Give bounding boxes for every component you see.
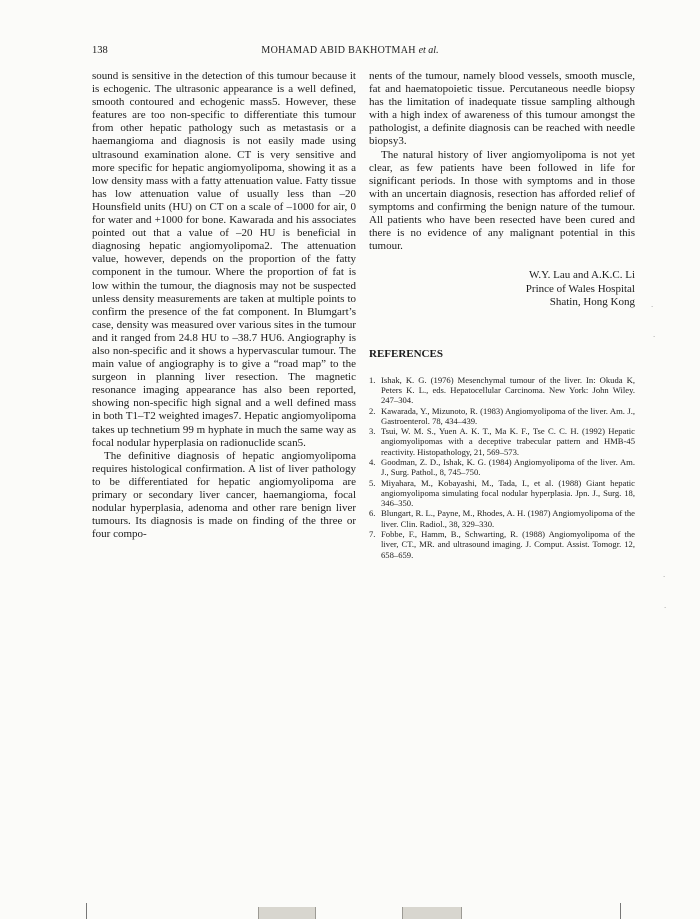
reference-item <box>369 478 635 509</box>
signature-block <box>369 269 635 309</box>
reference-number: 6. <box>369 508 376 519</box>
left-paragraph-2: The definitive diagnosis of hepatic angiomyolipoma requires histological confirmation. A list of liver pathology to be differentiated for hepatic angiomyolipoma are primary or secondary liver cancer, haemangioma, focal nodular hyperplasia, adenoma and other rare benign liver tumours. Its diagnosis is made on finding of the three or four compo- <box>92 449 356 541</box>
reference-item <box>369 375 635 406</box>
references-list <box>369 375 635 560</box>
scan-artifact-mark <box>86 903 87 919</box>
right-paragraph-1: nents of the tumour, namely blood vessels, smooth muscle, fat and haematopoietic tissue. Percutaneous needle biopsy has the limitation of inadequate tissue sampling although with a high index of awareness of this tumour amongst the pathologist, a definite diagnosis can be reached with needle biopsy3. <box>369 70 635 148</box>
running-head-etal: et al. <box>418 45 439 56</box>
signature-institution: Prince of Wales Hospital <box>525 282 635 295</box>
reference-item <box>369 457 635 478</box>
reference-item <box>369 529 635 560</box>
reference-number: 1. <box>369 374 376 385</box>
signature-authors: W.Y. Lau and A.K.C. Li <box>528 269 635 282</box>
scan-artifact-bar <box>402 907 462 919</box>
right-column <box>369 70 635 560</box>
reference-item <box>369 406 635 427</box>
right-paragraph-2: The natural history of liver angiomyolipoma is not yet clear, as few patients have been followed in life for significant periods. In those with symptoms and in those with an uncertain diagnosis, resection has afforded relief of symptoms and confirming the benign nature of the tumour. All patients who have been resected have been cured and there is no evidence of any malignant potential in this tumour. <box>369 148 635 253</box>
reference-number: 7. <box>369 529 376 540</box>
reference-number: 2. <box>369 405 376 416</box>
reference-text: Ishak, K. G. (1976) Mesenchymal tumour of the liver. In: Okuda K, Peters K. L., eds. Hepatocellular Carcinoma. New York: John Wiley. 247–304. <box>381 374 635 406</box>
scan-artifact-speck: ⋅ <box>651 303 654 311</box>
scan-artifact-speck: ⋅ <box>663 573 666 581</box>
reference-text: Goodman, Z. D., Ishak, K. G. (1984) Angiomyolipoma of the liver. Am. J., Surg. Pathol., 8, 745–750. <box>381 457 635 478</box>
reference-text: Kawarada, Y., Mizunoto, R. (1983) Angiomyolipoma of the liver. Am. J., Gastroenterol. 78, 434–439. <box>381 405 635 426</box>
scan-artifact-bar <box>258 907 316 919</box>
left-column <box>92 70 356 541</box>
reference-item <box>369 508 635 529</box>
scan-artifact-mark <box>620 903 621 919</box>
scan-footer-strip <box>0 903 700 919</box>
reference-text: Miyahara, M., Kobayashi, M., Tada, I., et al. (1988) Giant hepatic angiomyolipoma simulating focal nodular hyperplasia. Jpn. J., Surg. 18, 346–350. <box>381 477 635 509</box>
scan-artifact-speck: ⋅ <box>664 604 667 612</box>
running-head-author: MOHAMAD ABID BAKHOTMAH <box>261 45 416 56</box>
page-number: 138 <box>92 45 108 56</box>
reference-item <box>369 426 635 457</box>
reference-text: Blungart, R. L., Payne, M., Rhodes, A. H. (1987) Angiomyolipoma of the liver. Clin. Radiol., 38, 329–330. <box>381 508 635 529</box>
signature-location: Shatin, Hong Kong <box>549 296 635 309</box>
reference-text: Fobbe, F., Hamm, B., Schwarting, R. (1988) Angiomyolipoma of the liver, CT., MR. and ultrasound imaging. J. Comput. Assist. Tomogr. 12, 658–659. <box>381 529 635 560</box>
reference-number: 5. <box>369 477 376 488</box>
reference-number: 4. <box>369 457 376 467</box>
reference-text: Tsui, W. M. S., Yuen A. K. T., Ma K. F., Tse C. C. H. (1992) Hepatic angiomyolipomas with a deceptive trabecular pattern and HMB-45 reactivity. Histopathology, 21, 569–573. <box>381 426 635 457</box>
reference-number: 3. <box>369 426 376 437</box>
scan-artifact-speck: ⋅ <box>653 333 656 341</box>
left-paragraph-1: sound is sensitive in the detection of this tumour because it is echogenic. The ultrasonic appearance is a well defined, smooth contoured and echogenic mass5. However, these features are too non-specific to differentiate this tumour from other hepatic pathology such as metastasis or a haemangioma and diagnosis is not easily made using ultrasound examination alone. CT is very sensitive and more specific for hepatic angiomyolipoma, showing it as a low density mass with a fatty attenuation value. Fatty tissue has low attenuation value of usually less than –20 Hounsfield units (HU) on CT on a scale of –1000 for air, 0 for water and +1000 for bone. Kawarada and his associates pointed out that a value of –20 HU is beneficial in diagnosing hepatic angiomyolipoma2. The attenuation value, however, depends on the proportion of the fatty component in the tumour. Where the proportion of fat is low within the tumour, the diagnosis may not be suspected unless density measurements are taken at multiple points to confirm the presence of the fat component. In Blumgart’s case, density was measured over various sites in the tumour and it ranged from 24.8 HU to –38.7 HU6. Angiography is also non-specific and it shows a hypervascular tumour. The main value of angiography is to give a “road map” to the surgeon in planning liver resection. The magnetic resonance imaging appearance has also been reported, showing non-specific high signal and a well defined mass in both T1–T2 weighted images7. Hepatic angiomyolipoma takes up technetium 99 m hyphate in much the same way as focal nodular hyperplasia on radionuclide scan5. <box>92 70 356 449</box>
running-head <box>0 45 700 56</box>
references-heading: REFERENCES <box>369 347 443 360</box>
